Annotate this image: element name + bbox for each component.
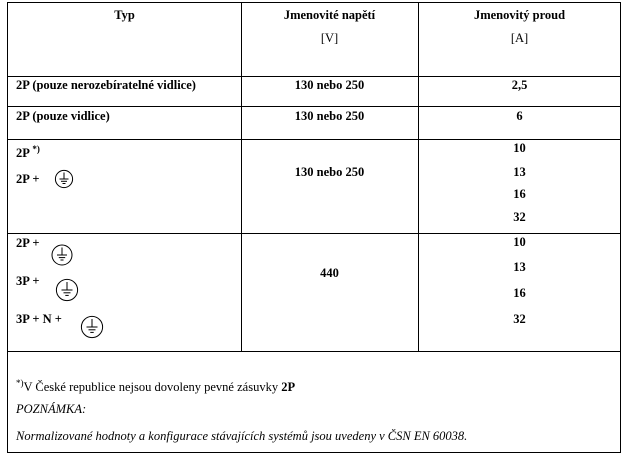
row-divider (8, 106, 620, 107)
protective-earth-icon (54, 169, 74, 189)
group2-current-2: 13 (513, 260, 526, 274)
group2-type-3: 3P + N + (16, 312, 62, 326)
group2-type-1: 2P + (16, 236, 40, 250)
group2-current-3: 16 (513, 286, 526, 300)
footnote-bold: 2P (281, 380, 296, 394)
header-current-unit: [A] (510, 31, 529, 45)
row-divider (8, 351, 620, 352)
footnote (16, 376, 295, 395)
group1-current-3: 16 (513, 187, 526, 201)
standards-table (7, 2, 621, 453)
note-heading: POZNÁMKA: (16, 402, 87, 416)
header-typ: Typ (114, 8, 135, 22)
footnote-text: V České republice nejsou dovoleny pevné zásuvky (23, 380, 282, 394)
group1-type-a-text: 2P (16, 146, 30, 160)
row-divider (8, 76, 620, 77)
note-text: Normalizované hodnoty a konfigurace stávajících systémů jsou uvedeny v ČSN EN 60038. (16, 429, 468, 443)
header-current: Jmenovitý proud (473, 8, 566, 22)
row1-type-text: 2P (pouze nerozebíratelné vidlice) (16, 78, 196, 92)
row1-type (16, 78, 196, 93)
row1-voltage: 130 nebo 250 (294, 78, 365, 92)
group1-current-2: 13 (513, 165, 526, 179)
group2-voltage: 440 (320, 266, 339, 280)
row2-type-text: 2P (pouze vidlice) (16, 109, 110, 123)
row-divider (8, 139, 620, 140)
row2-type (16, 109, 110, 124)
row2-voltage: 130 nebo 250 (294, 109, 365, 123)
footnote-mark: *) (16, 378, 24, 388)
group1-type-b: 2P + (16, 172, 40, 186)
row-divider (8, 233, 620, 234)
protective-earth-icon (80, 315, 104, 339)
group1-voltage: 130 nebo 250 (294, 165, 365, 179)
group1-current-4: 32 (513, 210, 526, 224)
header-voltage-unit: [V] (320, 31, 339, 45)
protective-earth-icon (51, 244, 73, 266)
header-voltage: Jmenovité napětí (283, 8, 376, 22)
row1-current: 2,5 (511, 78, 528, 92)
group1-type-a (16, 142, 40, 161)
footnote-marker: *) (32, 144, 40, 154)
group2-type-2: 3P + (16, 274, 40, 288)
row2-current: 6 (516, 109, 523, 123)
group2-current-4: 32 (513, 312, 526, 326)
group1-current-1: 10 (513, 141, 526, 155)
group2-current-1: 10 (513, 235, 526, 249)
protective-earth-icon (55, 278, 79, 302)
